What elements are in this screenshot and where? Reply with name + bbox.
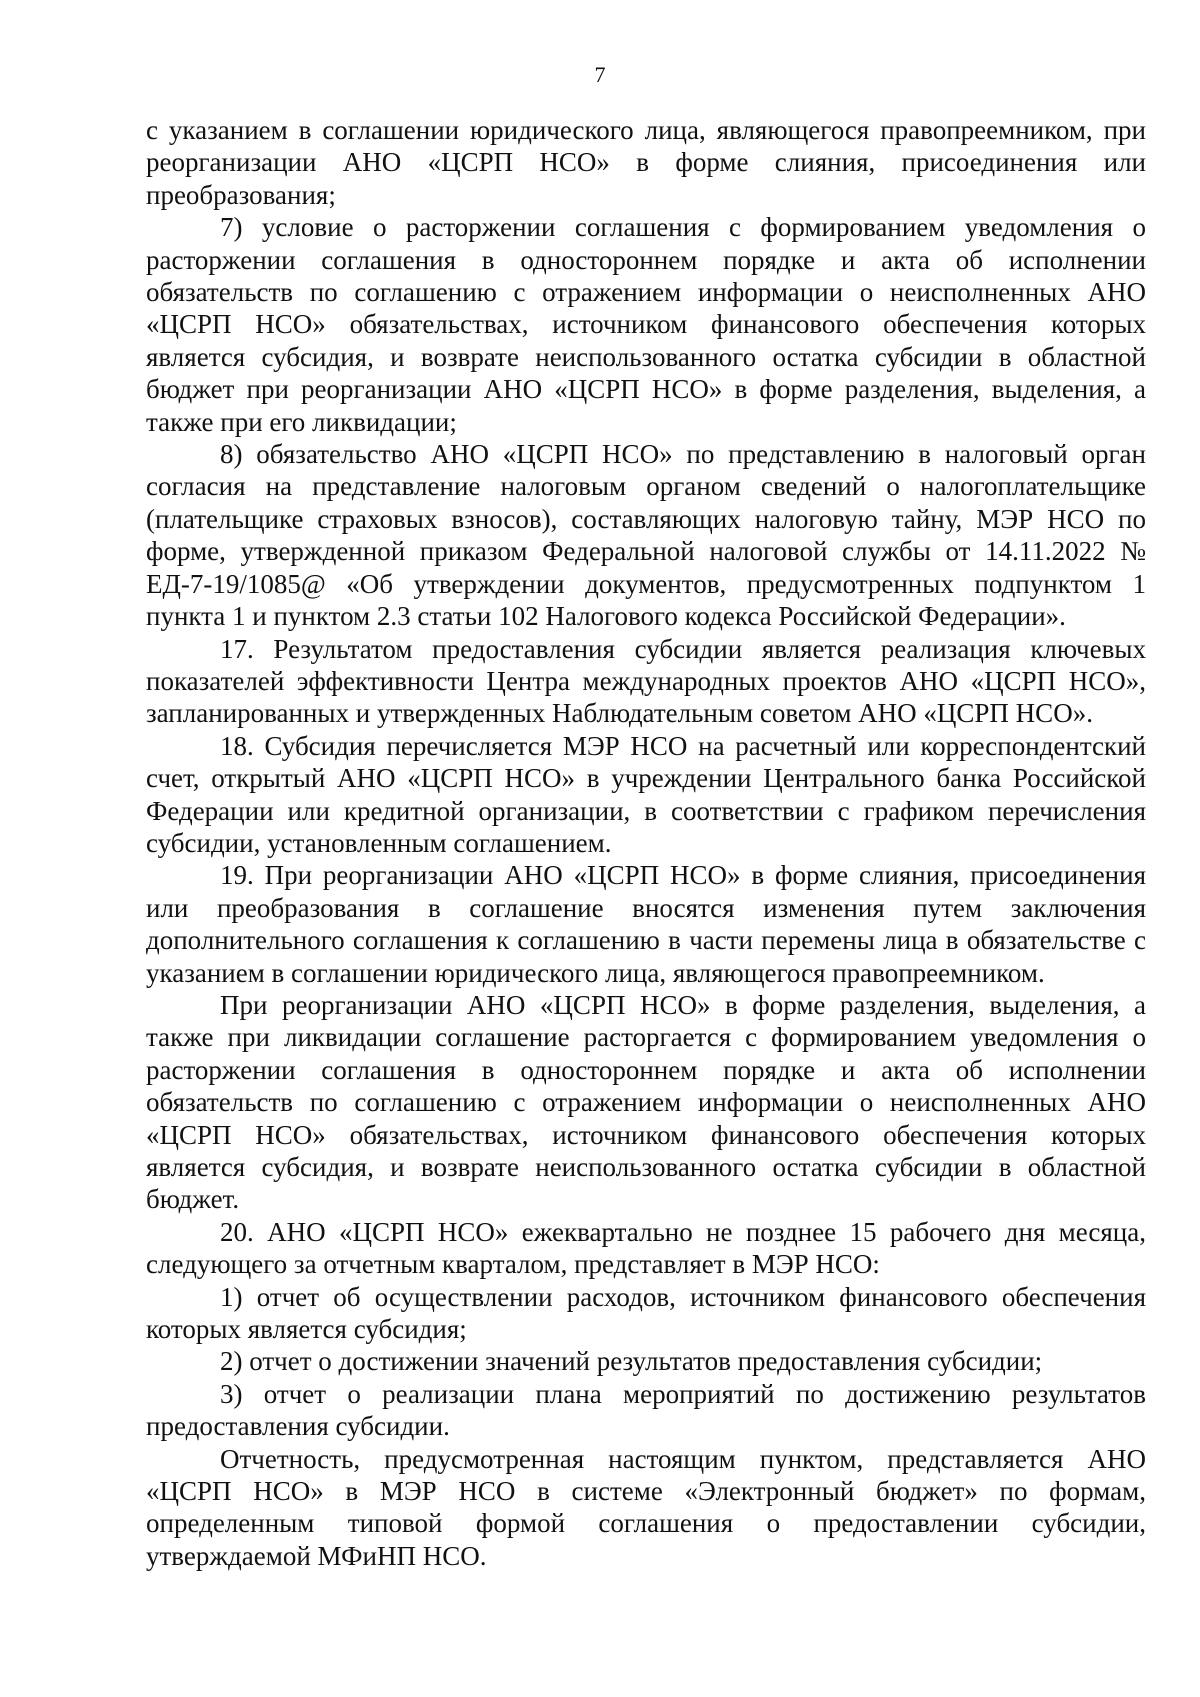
page-number: 7	[594, 62, 606, 87]
paragraph-item-7: 7) условие о расторжении соглашения с формированием уведомления о расторжении соглашения в одностороннем порядке и акта об исполнении обязательств по соглашению с отражением информации о неисполненных АНО «ЦСРП НСО» обязательствах, источником финансового обеспечения которых является субсидия, и возврате неиспользованного остатка субсидии в областной бюджет при реорганизации АНО «ЦСРП НСО» в форме разделения, выделения, а также при его ликвидации;	[146, 212, 1146, 437]
paragraph-report-1: 1) отчет об осуществлении расходов, источником финансового обеспечения которых является субсидия;	[146, 1281, 1146, 1345]
paragraph-clause-18: 18. Субсидия перечисляется МЭР НСО на расчетный или корреспондентский счет, открытый АНО «ЦСРП НСО» в учреждении Центрального банка Российской Федерации или кредитной организации, в соответствии с графиком перечисления субсидии, установленным соглашением.	[146, 730, 1146, 858]
paragraph-item-8: 8) обязательство АНО «ЦСРП НСО» по представлению в налоговый орган согласия на представление налоговым органом сведений о налогоплательщике (плательщике страховых взносов), составляющих налоговую тайну, МЭР НСО по форме, утвержденной приказом Федеральной налоговой службы от 14.11.2022 № ЕД-7-19/1085@ «Об утверждении документов, предусмотренных подпунктом 1 пункта 1 и пунктом 2.3 статьи 102 Налогового кодекса Российской Федерации».	[146, 439, 1146, 632]
paragraph-clause-19-part-2: При реорганизации АНО «ЦСРП НСО» в форме разделения, выделения, а также при ликвидации соглашение расторгается с формированием уведомления о расторжении соглашения в одностороннем порядке и акта об исполнении обязательств по соглашению с отражением информации о неисполненных АНО «ЦСРП НСО» обязательствах, источником финансового обеспечения которых является субсидия, и возврате неиспользованного остатка субсидии в областной бюджет.	[146, 989, 1146, 1215]
paragraph-reporting-system: Отчетность, предусмотренная настоящим пунктом, представляется АНО «ЦСРП НСО» в МЭР НСО в системе «Электронный бюджет» по формам, определенным типовой формой соглашения о предоставлении субсидии, утверждаемой МФиНП НСО.	[146, 1443, 1146, 1571]
document-body	[146, 114, 1146, 1572]
paragraph-clause-20: 20. АНО «ЦСРП НСО» ежеквартально не позднее 15 рабочего дня месяца, следующего за отчетным кварталом, представляет в МЭР НСО:	[146, 1216, 1146, 1280]
paragraph-clause-17: 17. Результатом предоставления субсидии является реализация ключевых показателей эффективности Центра международных проектов АНО «ЦСРП НСО», запланированных и утвержденных Наблюдательным советом АНО «ЦСРП НСО».	[146, 633, 1146, 729]
paragraph-continuation: с указанием в соглашении юридического лица, являющегося правопреемником, при реорганизации АНО «ЦСРП НСО» в форме слияния, присоединения или преобразования;	[146, 115, 1146, 210]
paragraph-report-3: 3) отчет о реализации плана мероприятий по достижению результатов предоставления субсидии.	[146, 1378, 1146, 1442]
paragraph-report-2: 2) отчет о достижении значений результатов предоставления субсидии;	[220, 1346, 1043, 1377]
paragraph-clause-19: 19. При реорганизации АНО «ЦСРП НСО» в форме слияния, присоединения или преобразования в соглашение вносятся изменения путем заключения дополнительного соглашения к соглашению в части перемены лица в обязательстве с указанием в соглашении юридического лица, являющегося правопреемником.	[146, 860, 1146, 988]
